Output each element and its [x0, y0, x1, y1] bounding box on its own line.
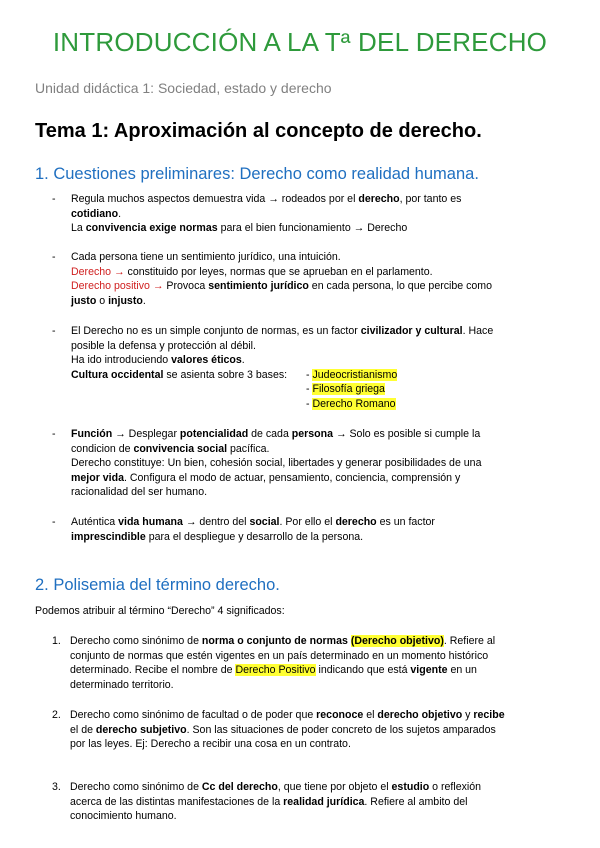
bullet-text: Cada persona tiene un sentimiento jurídico, una intuición. Derecho → constituido por leyes, normas que se aprueban en el parlamento. Derecho positivo → Provoca sentimiento jurídico en cada persona, lo que percibe como justo o injusto. — [71, 251, 493, 307]
base-item-2: - Filosofía griega — [306, 383, 385, 396]
numbered-text: Derecho como sinónimo de norma o conjunto de normas (Derecho objetivo). Refiere al conjunto de normas que estén vigentes en un país determinado en un momento histórico determinado. Recibe el nombre de Derecho Positivo indicando que está vigente en un determinado territorio. — [70, 635, 496, 691]
bullet-text: Función → Desplegar potencialidad de cada persona → Solo es posible si cumple la condicion de convivencia social pacífica. Derecho constituye: Un bien, cohesión social, libertades y generar posibilidades de una mejor vida. Configura el modo de actuar, pensamiento, conciencia, comprensión y racionalidad del ser humano. — [71, 428, 482, 499]
bullet-marker: - — [52, 251, 56, 263]
bullet-marker: - — [52, 428, 56, 440]
item-number: 3. — [52, 781, 61, 793]
item-number: 2. — [52, 709, 61, 721]
bullet-marker: - — [52, 516, 56, 528]
item-number: 1. — [52, 635, 61, 647]
base-item-3: - Derecho Romano — [306, 397, 396, 410]
bullet-text: El Derecho no es un simple conjunto de normas, es un factor civilizador y cultural. Hace posible la defensa y protección al débil. Ha ido introduciendo valores éticos. Cultura occidental se asienta sobre 3 bases: - Judeocristianismo - Filosofía griega - Derecho Romano — [71, 325, 494, 410]
bullet-marker: - — [52, 325, 56, 337]
numbered-text: Derecho como sinónimo de Cc del derecho, que tiene por objeto el estudio o reflexión acerca de las distintas manifestaciones de la realidad jurídica. Refiere al ambito del conocimiento humano. — [70, 781, 482, 823]
section-1-heading: 1. Cuestiones preliminares: Derecho como realidad humana. — [35, 165, 479, 183]
section-2-intro: Podemos atribuir al término “Derecho” 4 significados: — [35, 605, 285, 617]
document-title: INTRODUCCIÓN A LA Tª DEL DERECHO — [52, 27, 548, 57]
tema-heading: Tema 1: Aproximación al concepto de derecho. — [35, 120, 482, 142]
section-2-heading: 2. Polisemia del término derecho. — [35, 576, 280, 594]
bullet-text: Auténtica vida humana → dentro del social. Por ello el derecho es un factor imprescindible para el despliegue y desarrollo de la persona. — [71, 516, 435, 543]
bullet-marker: - — [52, 193, 56, 205]
bullet-text: Regula muchos aspectos demuestra vida → rodeados por el derecho, por tanto es cotidiano. La convivencia exige normas para el bien funcionamiento → Derecho — [71, 193, 462, 235]
numbered-text: Derecho como sinónimo de facultad o de poder que reconoce el derecho objetivo y recibe el de derecho subjetivo. Son las situaciones de poder concreto de los sujetos amparados por las leyes. Ej: Derecho a recibir una cosa en un contrato. — [70, 709, 505, 751]
base-item-1: - Judeocristianismo — [306, 368, 398, 381]
document-subtitle: Unidad didáctica 1: Sociedad, estado y derecho — [35, 80, 332, 96]
